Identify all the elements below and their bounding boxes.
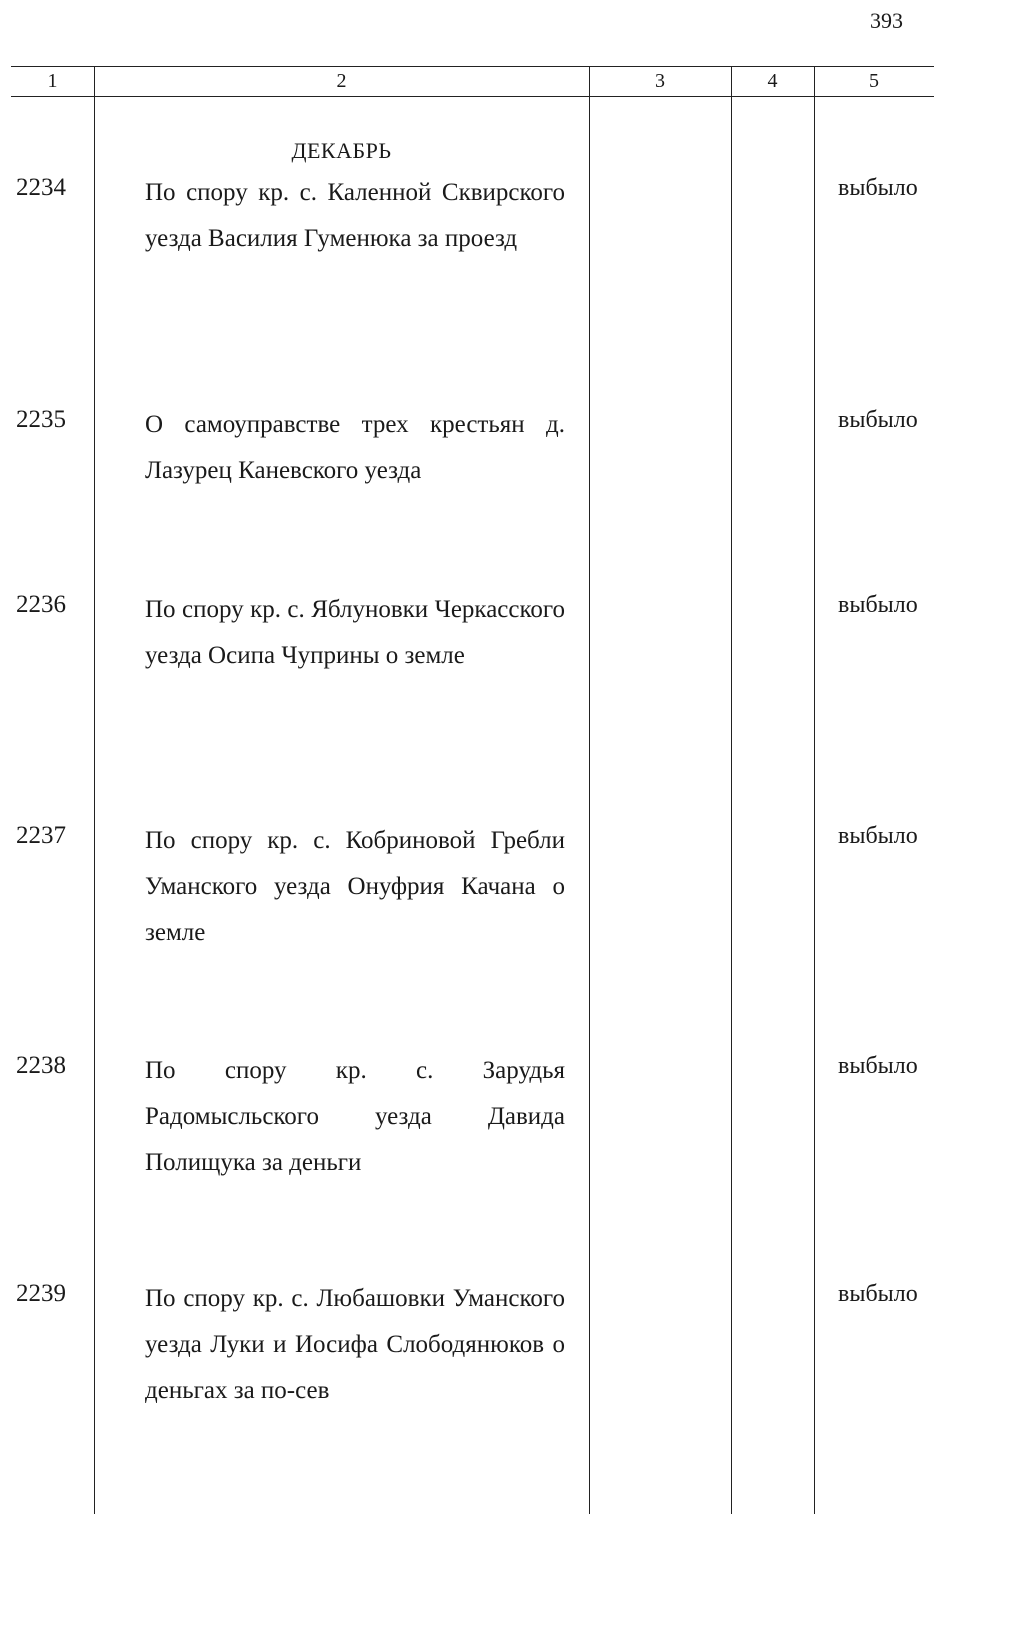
column-header-3: 3 [655, 70, 665, 92]
entry-description: О самоуправстве трех крестьян д. Лазурец Каневского уезда [145, 411, 565, 484]
entry-status: выбыло [838, 1281, 918, 1307]
column-header-5: 5 [869, 70, 879, 92]
entry-number: 2236 [16, 591, 66, 618]
entry-number: 2235 [16, 406, 66, 433]
month-heading: ДЕКАБРЬ [291, 138, 392, 163]
entry-number: 2239 [16, 1280, 66, 1307]
column-header-1: 1 [47, 70, 58, 92]
page-number: 393 [870, 8, 903, 33]
entry-description: По спору кр. с. Зарудья Радомысльского уезда Давида Полищука за деньги [145, 1057, 565, 1176]
entry-description: По спору кр. с. Яблуновки Черкасского уезда Осипа Чуприны о земле [145, 596, 565, 669]
entry-status: выбыло [838, 175, 918, 201]
entry-description: По спору кр. с. Кобриновой Гребли Уманского уезда Онуфрия Качана о земле [145, 827, 565, 946]
column-divider-2 [589, 66, 590, 1514]
entry-status: выбыло [838, 823, 918, 849]
column-header-4: 4 [767, 70, 778, 92]
entry-number: 2238 [16, 1052, 66, 1079]
entry-number: 2234 [16, 174, 66, 201]
entry-status: выбыло [838, 1053, 918, 1079]
table-top-rule [11, 66, 934, 67]
column-divider-1 [94, 66, 95, 1514]
entry-status: выбыло [838, 407, 918, 433]
entry-description: По спору кр. с. Любашовки Уманского уезда Луки и Иосифа Слободянюков о деньгах за по-сев [145, 1285, 565, 1404]
table-header-rule [11, 96, 934, 97]
entry-number: 2237 [16, 822, 66, 849]
column-header-2: 2 [336, 70, 347, 92]
column-divider-4 [814, 66, 815, 1514]
column-divider-3 [731, 66, 732, 1514]
entry-description: По спору кр. с. Каленной Сквирского уезда Василия Гуменюка за проезд [145, 179, 565, 252]
entry-status: выбыло [838, 592, 918, 618]
